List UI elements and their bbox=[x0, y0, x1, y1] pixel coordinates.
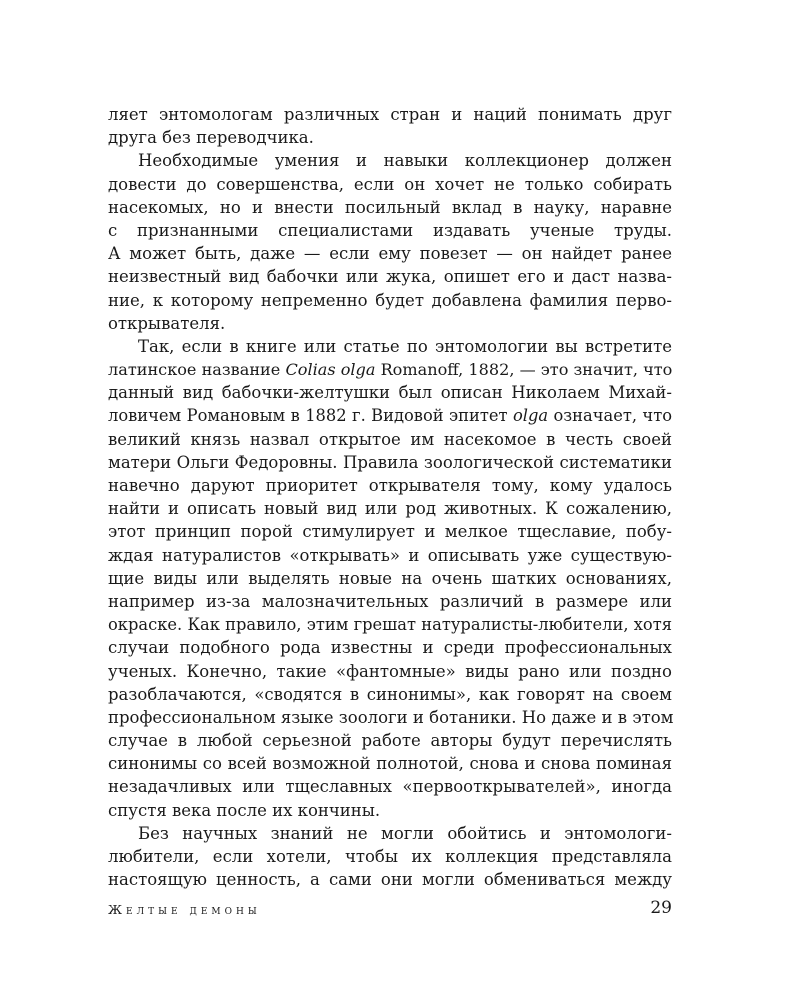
text-line: с признанными специалистами издавать ученые труды. bbox=[108, 220, 672, 240]
text-line: любители, если хотели, чтобы их коллекция представляла bbox=[108, 847, 672, 866]
body-text bbox=[108, 103, 672, 891]
paragraph-first-line: Без научных знаний не могли обойтись и энтомологи- bbox=[138, 823, 672, 843]
text-line: щие виды или выделять новые на очень шатких основаниях, bbox=[108, 568, 672, 588]
latin-species-name: Colias olga bbox=[285, 360, 376, 380]
text-line: например из-за малозначительных различий в размере или bbox=[108, 591, 672, 611]
latin-epithet: olga bbox=[512, 406, 549, 426]
text-line: синонимы со всей возможной полнотой, снова и снова поминая bbox=[108, 754, 672, 774]
text-line: ние, к которому непременно будет добавлена фамилия перво- bbox=[108, 290, 672, 310]
page-footer bbox=[108, 898, 672, 922]
text-line: ждая натуралистов «открывать» и описывать уже существую- bbox=[108, 545, 672, 565]
text-line: разоблачаются, «сводятся в синонимы», как говорят на своем bbox=[108, 684, 672, 704]
paragraph-first-line: Необходимые умения и навыки коллекционер должен bbox=[138, 151, 672, 171]
text-line: настоящую ценность, а сами они могли обмениваться между bbox=[108, 870, 672, 890]
text-line: незадачливых или тщеславных «первооткрывателей», иногда bbox=[108, 777, 672, 797]
text-line: ученых. Конечно, такие «фантомные» виды рано или поздно bbox=[108, 661, 672, 681]
text-line bbox=[108, 358, 672, 381]
text-line: великий князь назвал открытое им насекомое в честь своей bbox=[108, 429, 672, 449]
text-line: открывателя. bbox=[108, 313, 226, 333]
text-line: А может быть, даже — если ему повезет — он найдет ранее bbox=[108, 244, 672, 264]
text-line: довести до совершенства, если он хочет не только собирать bbox=[108, 174, 672, 194]
text-segment: означает, что bbox=[548, 406, 673, 426]
text-line: случаи подобного рода известны и среди профессиональных bbox=[108, 638, 672, 658]
text-line: спустя века после их кончины. bbox=[108, 800, 381, 820]
text-line: найти и описать новый вид или род животных. К сожалению, bbox=[108, 499, 672, 519]
text-line bbox=[108, 404, 672, 427]
text-line: неизвестный вид бабочки или жука, опишет его и даст назва- bbox=[108, 267, 672, 287]
text-line: насекомых, но и внести посильный вклад в науку, наравне bbox=[108, 197, 672, 217]
running-title: Желтые демоны bbox=[108, 902, 261, 917]
text-segment: Romanoff, 1882, — это значит, что bbox=[375, 360, 673, 380]
text-line: данный вид бабочки-желтушки был описан Николаем Михай- bbox=[108, 383, 672, 403]
text-line: окраске. Как правило, этим грешат натуралисты-любители, хотя bbox=[108, 615, 672, 635]
text-line: друга без переводчика. bbox=[108, 128, 314, 148]
text-line: этот принцип порой стимулирует и мелкое тщеславие, побу- bbox=[108, 522, 672, 542]
paragraph-first-line: Так, если в книге или статье по энтомологии вы встретите bbox=[138, 336, 672, 356]
text-segment: латинское название bbox=[108, 360, 286, 380]
text-line: профессиональном языке зоологи и ботаники. Но даже и в этом bbox=[108, 707, 674, 727]
text-line: навечно даруют приоритет открывателя тому, кому удалось bbox=[108, 476, 672, 495]
text-line: ляет энтомологам различных стран и наций понимать друг bbox=[108, 105, 672, 124]
page-number: 29 bbox=[650, 898, 672, 918]
text-line: матери Ольги Федоровны. Правила зоологической систематики bbox=[108, 452, 672, 472]
text-line: случае в любой серьезной работе авторы будут перечислять bbox=[108, 731, 672, 751]
text-segment: ловичем Романовым в 1882 г. Видовой эпитет bbox=[108, 406, 513, 426]
